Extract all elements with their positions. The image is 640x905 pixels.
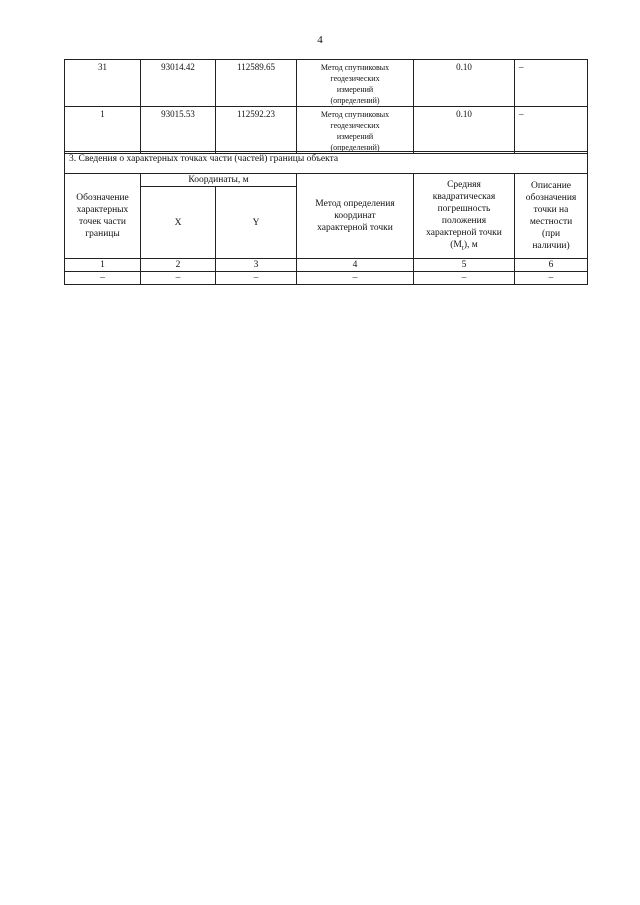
error-value: 0.10	[414, 107, 515, 154]
header-coordinates: Координаты, м	[141, 174, 297, 187]
column-number: 5	[414, 259, 515, 272]
table-row	[65, 107, 588, 154]
point-label: 31	[65, 60, 141, 107]
header-line: погрешность	[437, 203, 491, 214]
header-line: местности	[529, 217, 573, 227]
empty-cell: –	[216, 272, 297, 285]
section-title: 3. Сведения о характерных точках части (частей) границы объекта	[65, 152, 588, 174]
header-line: характерных	[76, 205, 129, 215]
method-cell	[297, 107, 414, 154]
description-cell: –	[515, 107, 588, 154]
column-number: 6	[515, 259, 588, 272]
column-number: 1	[65, 259, 141, 272]
header-line: Метод определения	[315, 199, 395, 209]
header-line: точки на	[533, 205, 569, 215]
method-line: геодезических	[330, 121, 380, 130]
empty-cell: –	[141, 272, 216, 285]
header-y: Y	[216, 187, 297, 259]
table-row	[65, 60, 588, 107]
header-method	[297, 174, 414, 259]
header-line: границы	[85, 229, 120, 239]
coord-x: 93014.42	[141, 60, 216, 107]
method-line: (определений)	[330, 96, 380, 105]
unit-suffix: ), м	[463, 239, 478, 250]
empty-cell: –	[515, 272, 588, 285]
method-line: геодезических	[330, 74, 380, 83]
empty-cell: –	[414, 272, 515, 285]
header-line: характерной точки	[317, 223, 393, 233]
header-line: точек части	[79, 217, 126, 227]
unit-subscript: t	[461, 243, 464, 252]
column-number: 2	[141, 259, 216, 272]
header-line: (при	[541, 229, 561, 239]
column-number: 4	[297, 259, 414, 272]
unit-prefix: (M	[450, 239, 462, 250]
column-numbers-row	[65, 259, 588, 272]
header-description	[515, 174, 588, 259]
header-line: Описание	[531, 181, 571, 191]
page-number: 4	[317, 34, 323, 46]
points-table	[64, 59, 588, 154]
method-line: (определений)	[330, 143, 380, 152]
point-label: 1	[65, 107, 141, 154]
section3-table	[64, 151, 588, 285]
header-line: характерной точки	[426, 227, 502, 238]
coord-y: 112589.65	[216, 60, 297, 107]
header-line: координат	[334, 211, 376, 221]
table-row	[65, 272, 588, 285]
header-error	[414, 174, 515, 259]
header-line: положения	[441, 215, 487, 226]
header-line: Средняя	[447, 179, 481, 190]
coord-x: 93015.53	[141, 107, 216, 154]
header-x: X	[141, 187, 216, 259]
header-line: обозначения	[525, 193, 577, 203]
header-point-label	[65, 174, 141, 259]
error-value: 0.10	[414, 60, 515, 107]
column-number: 3	[216, 259, 297, 272]
header-line: квадратическая	[432, 191, 496, 202]
header-line: Обозначение	[76, 193, 129, 203]
description-cell: –	[515, 60, 588, 107]
method-line: измерений	[336, 132, 374, 141]
header-line: наличии)	[532, 241, 570, 251]
empty-cell: –	[65, 272, 141, 285]
empty-cell: –	[297, 272, 414, 285]
coord-y: 112592.23	[216, 107, 297, 154]
method-line: Метод спутниковых	[320, 63, 390, 72]
method-line: Метод спутниковых	[320, 110, 390, 119]
method-cell	[297, 60, 414, 107]
header-error-unit	[414, 239, 514, 254]
method-line: измерений	[336, 85, 374, 94]
